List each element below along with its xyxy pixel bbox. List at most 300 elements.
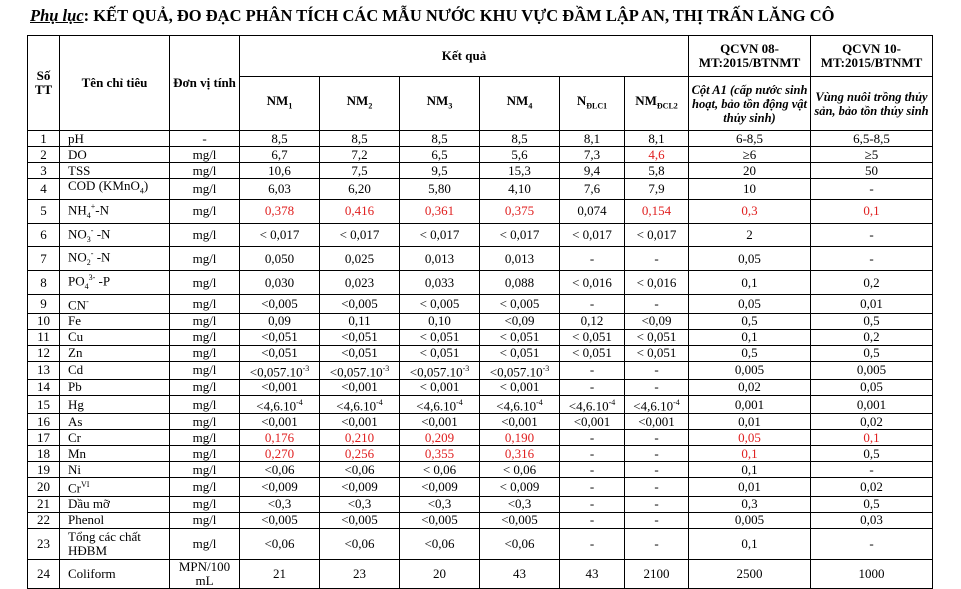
- cell-value: 0,023: [320, 271, 400, 295]
- header-results: Kết quả: [240, 36, 689, 77]
- cell-stt: 22: [28, 512, 60, 528]
- cell-value: 6,03: [240, 179, 320, 200]
- cell-value: -: [625, 528, 689, 559]
- cell-value: <0,3: [480, 496, 560, 512]
- cell-value: 0,209: [400, 430, 480, 446]
- table-row: [28, 379, 933, 395]
- cell-value: < 0,051: [400, 329, 480, 345]
- cell-value: <0,001: [320, 414, 400, 430]
- cell-value: $<4,6.10^{-4}$: [625, 395, 689, 413]
- table-row: [28, 131, 933, 147]
- header-qcvn10-sub: Vùng nuôi trồng thủy sản, bảo tồn thủy sinh: [811, 77, 933, 131]
- cell-name: pH: [60, 131, 170, 147]
- cell-value: < 0,001: [400, 379, 480, 395]
- title-lead: Phụ lục: [30, 6, 84, 25]
- table-row: [28, 496, 933, 512]
- cell-value: 0,176: [240, 430, 320, 446]
- cell-qcvn10: 0,1: [811, 430, 933, 446]
- cell-value: -: [560, 379, 625, 395]
- table-row: [28, 147, 933, 163]
- cell-value: <0,051: [240, 345, 320, 361]
- cell-value: 0,355: [400, 446, 480, 462]
- cell-stt: 21: [28, 496, 60, 512]
- cell-unit: mg/l: [170, 179, 240, 200]
- cell-value: 8,5: [320, 131, 400, 147]
- cell-value: < 0,06: [480, 462, 560, 478]
- cell-name: Ni: [60, 462, 170, 478]
- cell-qcvn08: 0,02: [689, 379, 811, 395]
- cell-value: 7,2: [320, 147, 400, 163]
- cell-value: <0,3: [400, 496, 480, 512]
- header-col-ndlc1: $N_{ĐLC1}$: [560, 77, 625, 131]
- cell-value: < 0,017: [480, 223, 560, 247]
- cell-value: 8,5: [240, 131, 320, 147]
- cell-stt: 20: [28, 478, 60, 496]
- table-row: [28, 462, 933, 478]
- cell-value: <0,06: [480, 528, 560, 559]
- cell-unit: mg/l: [170, 478, 240, 496]
- cell-value: 0,416: [320, 199, 400, 223]
- cell-name: Phenol: [60, 512, 170, 528]
- cell-unit: mg/l: [170, 223, 240, 247]
- cell-value: 6,20: [320, 179, 400, 200]
- cell-value: <0,005: [400, 512, 480, 528]
- cell-value: < 0,001: [480, 379, 560, 395]
- cell-value: $<4,6.10^{-4}$: [400, 395, 480, 413]
- cell-qcvn10: 0,5: [811, 446, 933, 462]
- cell-qcvn08: 0,1: [689, 271, 811, 295]
- table-row: [28, 559, 933, 588]
- cell-value: $<4,6.10^{-4}$: [560, 395, 625, 413]
- cell-stt: 19: [28, 462, 60, 478]
- cell-qcvn10: 0,2: [811, 329, 933, 345]
- cell-value: -: [625, 446, 689, 462]
- cell-value: -: [625, 496, 689, 512]
- cell-qcvn08: 0,05: [689, 295, 811, 313]
- cell-value: 2100: [625, 559, 689, 588]
- cell-stt: 13: [28, 361, 60, 379]
- cell-value: 0,378: [240, 199, 320, 223]
- cell-value: 5,8: [625, 163, 689, 179]
- cell-stt: 16: [28, 414, 60, 430]
- cell-unit: mg/l: [170, 147, 240, 163]
- cell-stt: 2: [28, 147, 60, 163]
- cell-value: 0,270: [240, 446, 320, 462]
- cell-unit: mg/l: [170, 199, 240, 223]
- cell-value: 43: [480, 559, 560, 588]
- cell-unit: mg/l: [170, 496, 240, 512]
- cell-value: < 0,005: [400, 295, 480, 313]
- cell-value: 0,013: [400, 247, 480, 271]
- cell-qcvn10: ≥5: [811, 147, 933, 163]
- cell-qcvn10: 50: [811, 163, 933, 179]
- cell-stt: 12: [28, 345, 60, 361]
- cell-stt: 14: [28, 379, 60, 395]
- table-row: [28, 179, 933, 200]
- cell-value: -: [560, 295, 625, 313]
- cell-name: CN-: [60, 295, 170, 313]
- cell-value: 0,361: [400, 199, 480, 223]
- cell-value: 5,80: [400, 179, 480, 200]
- cell-value: 8,1: [560, 131, 625, 147]
- title-text: : KẾT QUẢ, ĐO ĐẠC PHÂN TÍCH CÁC MẪU NƯỚC KHU VỰC ĐẦM LẬP AN, THỊ TRẤN LĂNG CÔ: [83, 6, 835, 25]
- cell-qcvn08: 0,05: [689, 430, 811, 446]
- cell-value: 7,9: [625, 179, 689, 200]
- cell-stt: 8: [28, 271, 60, 295]
- cell-value: 15,3: [480, 163, 560, 179]
- cell-unit: mg/l: [170, 430, 240, 446]
- cell-value: < 0,06: [400, 462, 480, 478]
- cell-qcvn10: -: [811, 247, 933, 271]
- cell-name: Tổng các chất HĐBM: [60, 528, 170, 559]
- cell-value: <0,001: [240, 379, 320, 395]
- table-row: [28, 512, 933, 528]
- cell-name: $Cr^{VI}$: [60, 478, 170, 496]
- cell-value: $<4,6.10^{-4}$: [240, 395, 320, 413]
- cell-value: -: [625, 247, 689, 271]
- cell-stt: 15: [28, 395, 60, 413]
- cell-qcvn08: 0,001: [689, 395, 811, 413]
- cell-value: -: [625, 295, 689, 313]
- cell-value: $<0,057.10^{-3}$: [240, 361, 320, 379]
- cell-value: -: [625, 512, 689, 528]
- cell-qcvn08: 6-8,5: [689, 131, 811, 147]
- cell-stt: 9: [28, 295, 60, 313]
- cell-value: 7,5: [320, 163, 400, 179]
- cell-value: <0,009: [400, 478, 480, 496]
- cell-name: Pb: [60, 379, 170, 395]
- cell-value: < 0,017: [625, 223, 689, 247]
- cell-stt: 23: [28, 528, 60, 559]
- cell-value: <0,3: [240, 496, 320, 512]
- cell-qcvn10: 0,05: [811, 379, 933, 395]
- header-name: Tên chỉ tiêu: [60, 36, 170, 131]
- cell-stt: 1: [28, 131, 60, 147]
- cell-unit: mg/l: [170, 462, 240, 478]
- cell-stt: 17: [28, 430, 60, 446]
- cell-value: < 0,005: [480, 295, 560, 313]
- page-title: [30, 4, 834, 28]
- cell-value: 5,6: [480, 147, 560, 163]
- header-qcvn08-sub: Cột A1 (cấp nước sinh hoạt, bảo tồn động vật thủy sinh): [689, 77, 811, 131]
- table-row: [28, 345, 933, 361]
- header-qcvn10: QCVN 10-MT:2015/BTNMT: [811, 36, 933, 77]
- cell-qcvn08: 0,01: [689, 478, 811, 496]
- cell-value: 0,11: [320, 313, 400, 329]
- cell-stt: 11: [28, 329, 60, 345]
- cell-value: -: [560, 247, 625, 271]
- cell-qcvn10: 0,1: [811, 199, 933, 223]
- cell-qcvn08: 10: [689, 179, 811, 200]
- cell-qcvn08: 0,1: [689, 528, 811, 559]
- cell-value: $<4,6.10^{-4}$: [480, 395, 560, 413]
- header-col-nm4: $NM_4$: [480, 77, 560, 131]
- cell-qcvn10: 0,02: [811, 478, 933, 496]
- cell-value: <0,06: [240, 528, 320, 559]
- cell-name: Cd: [60, 361, 170, 379]
- header-col-nm2: $NM_2$: [320, 77, 400, 131]
- cell-unit: mg/l: [170, 295, 240, 313]
- cell-value: 4,10: [480, 179, 560, 200]
- cell-qcvn10: -: [811, 462, 933, 478]
- cell-value: <0,001: [400, 414, 480, 430]
- cell-qcvn10: 0,03: [811, 512, 933, 528]
- cell-name: TSS: [60, 163, 170, 179]
- cell-value: < 0,017: [560, 223, 625, 247]
- cell-unit: mg/l: [170, 395, 240, 413]
- cell-value: 8,1: [625, 131, 689, 147]
- cell-value: <0,009: [320, 478, 400, 496]
- table-row: [28, 271, 933, 295]
- cell-qcvn10: 0,5: [811, 345, 933, 361]
- header-stt: Số TT: [28, 36, 60, 131]
- cell-value: < 0,016: [560, 271, 625, 295]
- table-row: [28, 446, 933, 462]
- cell-value: -: [560, 512, 625, 528]
- cell-qcvn10: 6,5-8,5: [811, 131, 933, 147]
- cell-value: $<0,057.10^{-3}$: [480, 361, 560, 379]
- cell-value: 0,033: [400, 271, 480, 295]
- cell-value: -: [560, 361, 625, 379]
- table-row: [28, 313, 933, 329]
- table-row: [28, 414, 933, 430]
- cell-value: <0,06: [320, 528, 400, 559]
- cell-value: -: [560, 496, 625, 512]
- cell-stt: 5: [28, 199, 60, 223]
- cell-qcvn10: 0,01: [811, 295, 933, 313]
- cell-value: <0,005: [320, 295, 400, 313]
- cell-stt: 24: [28, 559, 60, 588]
- table-row: [28, 329, 933, 345]
- cell-qcvn08: 0,3: [689, 199, 811, 223]
- cell-value: $<0,057.10^{-3}$: [320, 361, 400, 379]
- cell-stt: 3: [28, 163, 60, 179]
- cell-value: <0,001: [240, 414, 320, 430]
- cell-value: -: [560, 478, 625, 496]
- cell-value: <0,06: [400, 528, 480, 559]
- table-row: [28, 478, 933, 496]
- cell-unit: mg/l: [170, 329, 240, 345]
- table-row: [28, 295, 933, 313]
- cell-qcvn10: 1000: [811, 559, 933, 588]
- cell-qcvn10: 0,5: [811, 313, 933, 329]
- cell-value: -: [625, 462, 689, 478]
- table-body: [28, 131, 933, 589]
- cell-value: 0,154: [625, 199, 689, 223]
- cell-value: 0,074: [560, 199, 625, 223]
- cell-value: <0,001: [625, 414, 689, 430]
- cell-value: 21: [240, 559, 320, 588]
- cell-value: 8,5: [400, 131, 480, 147]
- cell-value: -: [560, 462, 625, 478]
- cell-qcvn08: 0,05: [689, 247, 811, 271]
- cell-value: 0,088: [480, 271, 560, 295]
- cell-value: <0,051: [240, 329, 320, 345]
- cell-unit: mg/l: [170, 361, 240, 379]
- table-row: [28, 247, 933, 271]
- cell-value: <0,001: [320, 379, 400, 395]
- cell-unit: mg/l: [170, 247, 240, 271]
- cell-value: < 0,051: [625, 329, 689, 345]
- table-row: [28, 163, 933, 179]
- cell-value: -: [560, 446, 625, 462]
- cell-value: 7,3: [560, 147, 625, 163]
- cell-unit: mg/l: [170, 313, 240, 329]
- cell-stt: 18: [28, 446, 60, 462]
- cell-value: <0,005: [240, 295, 320, 313]
- cell-stt: 4: [28, 179, 60, 200]
- cell-value: -: [625, 379, 689, 395]
- cell-value: <0,009: [240, 478, 320, 496]
- cell-stt: 6: [28, 223, 60, 247]
- cell-qcvn10: -: [811, 528, 933, 559]
- cell-value: < 0,009: [480, 478, 560, 496]
- cell-value: 0,375: [480, 199, 560, 223]
- cell-value: 0,210: [320, 430, 400, 446]
- header-col-nm3: $NM_3$: [400, 77, 480, 131]
- cell-name: As: [60, 414, 170, 430]
- table-row: [28, 361, 933, 379]
- cell-value: 20: [400, 559, 480, 588]
- cell-value: -: [625, 361, 689, 379]
- cell-value: 9,5: [400, 163, 480, 179]
- header-unit: Đơn vị tính: [170, 36, 240, 131]
- cell-qcvn08: 2500: [689, 559, 811, 588]
- cell-value: 6,7: [240, 147, 320, 163]
- cell-value: 0,025: [320, 247, 400, 271]
- cell-name: DO: [60, 147, 170, 163]
- header-col-nm1: $NM_1$: [240, 77, 320, 131]
- cell-name: Cu: [60, 329, 170, 345]
- cell-value: 0,050: [240, 247, 320, 271]
- cell-value: < 0,051: [560, 329, 625, 345]
- table-row: [28, 430, 933, 446]
- cell-name: Zn: [60, 345, 170, 361]
- cell-value: <0,06: [320, 462, 400, 478]
- cell-value: -: [625, 478, 689, 496]
- cell-value: < 0,051: [625, 345, 689, 361]
- cell-value: <0,005: [480, 512, 560, 528]
- cell-value: 9,4: [560, 163, 625, 179]
- cell-qcvn08: 0,5: [689, 313, 811, 329]
- cell-value: 4,6: [625, 147, 689, 163]
- cell-value: < 0,051: [480, 345, 560, 361]
- cell-name: Cr: [60, 430, 170, 446]
- cell-name: $NH_4^+-N$: [60, 199, 170, 223]
- cell-qcvn08: 2: [689, 223, 811, 247]
- cell-qcvn08: 0,01: [689, 414, 811, 430]
- cell-value: < 0,051: [400, 345, 480, 361]
- cell-value: 10,6: [240, 163, 320, 179]
- cell-qcvn10: 0,2: [811, 271, 933, 295]
- cell-unit: mg/l: [170, 271, 240, 295]
- cell-value: 0,09: [240, 313, 320, 329]
- cell-qcvn08: 0,1: [689, 462, 811, 478]
- cell-qcvn10: 0,02: [811, 414, 933, 430]
- cell-value: -: [560, 430, 625, 446]
- cell-value: 0,316: [480, 446, 560, 462]
- cell-value: <0,06: [240, 462, 320, 478]
- cell-value: <0,051: [320, 329, 400, 345]
- cell-value: 6,5: [400, 147, 480, 163]
- cell-qcvn08: 0,3: [689, 496, 811, 512]
- cell-name: Dầu mỡ: [60, 496, 170, 512]
- cell-value: 23: [320, 559, 400, 588]
- cell-qcvn08: 20: [689, 163, 811, 179]
- cell-value: <0,3: [320, 496, 400, 512]
- cell-unit: mg/l: [170, 345, 240, 361]
- cell-qcvn10: -: [811, 223, 933, 247]
- cell-name: Mn: [60, 446, 170, 462]
- cell-qcvn10: 0,5: [811, 496, 933, 512]
- cell-unit: -: [170, 131, 240, 147]
- cell-value: $<4,6.10^{-4}$: [320, 395, 400, 413]
- cell-value: <0,09: [625, 313, 689, 329]
- cell-value: 43: [560, 559, 625, 588]
- cell-unit: MPN/100 mL: [170, 559, 240, 588]
- table-row: [28, 528, 933, 559]
- cell-qcvn08: 0,005: [689, 361, 811, 379]
- cell-unit: mg/l: [170, 528, 240, 559]
- cell-value: 0,030: [240, 271, 320, 295]
- cell-value: < 0,017: [400, 223, 480, 247]
- cell-qcvn08: 0,005: [689, 512, 811, 528]
- cell-value: < 0,017: [320, 223, 400, 247]
- cell-value: 0,190: [480, 430, 560, 446]
- cell-value: < 0,051: [560, 345, 625, 361]
- cell-value: <0,005: [240, 512, 320, 528]
- cell-name: $NO_3^-$ -N: [60, 223, 170, 247]
- cell-value: <0,005: [320, 512, 400, 528]
- cell-value: -: [625, 430, 689, 446]
- cell-value: 0,013: [480, 247, 560, 271]
- cell-name: $NO_2^-$ -N: [60, 247, 170, 271]
- cell-unit: mg/l: [170, 379, 240, 395]
- header-col-nmdcl2: $NM_{ĐCL2}$: [625, 77, 689, 131]
- cell-value: < 0,017: [240, 223, 320, 247]
- cell-value: < 0,016: [625, 271, 689, 295]
- cell-qcvn08: 0,5: [689, 345, 811, 361]
- cell-value: 7,6: [560, 179, 625, 200]
- cell-value: <0,09: [480, 313, 560, 329]
- cell-unit: mg/l: [170, 163, 240, 179]
- cell-value: 8,5: [480, 131, 560, 147]
- cell-qcvn08: ≥6: [689, 147, 811, 163]
- cell-unit: mg/l: [170, 414, 240, 430]
- cell-unit: mg/l: [170, 512, 240, 528]
- cell-value: 0,10: [400, 313, 480, 329]
- cell-unit: mg/l: [170, 446, 240, 462]
- cell-value: <0,001: [480, 414, 560, 430]
- cell-value: <0,001: [560, 414, 625, 430]
- cell-stt: 7: [28, 247, 60, 271]
- cell-qcvn10: 0,005: [811, 361, 933, 379]
- cell-qcvn08: 0,1: [689, 446, 811, 462]
- cell-qcvn10: 0,001: [811, 395, 933, 413]
- header-qcvn08: QCVN 08-MT:2015/BTNMT: [689, 36, 811, 77]
- results-table: [27, 35, 933, 589]
- cell-name: $PO_4^{3-}$ -P: [60, 271, 170, 295]
- table-row: [28, 395, 933, 413]
- cell-qcvn08: 0,1: [689, 329, 811, 345]
- cell-value: < 0,051: [480, 329, 560, 345]
- cell-value: 0,12: [560, 313, 625, 329]
- table-row: [28, 199, 933, 223]
- cell-value: 0,256: [320, 446, 400, 462]
- cell-qcvn10: -: [811, 179, 933, 200]
- cell-value: -: [560, 528, 625, 559]
- cell-value: $<0,057.10^{-3}$: [400, 361, 480, 379]
